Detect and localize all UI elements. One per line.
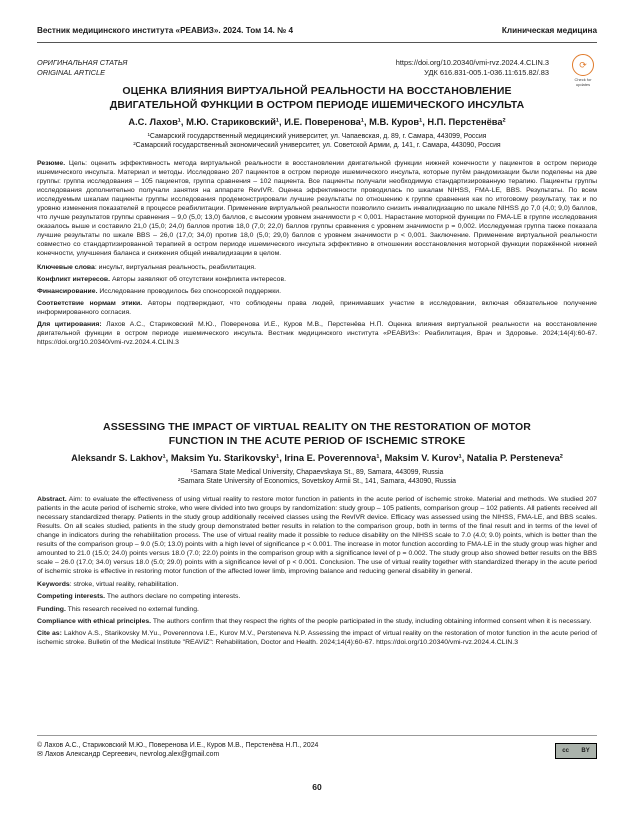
header-divider (37, 42, 597, 43)
funding-label-ru: Финансирование. (37, 287, 98, 295)
authors-en: Aleksandr S. Lakhov¹, Maksim Yu. Starikovsky¹, Irina E. Poverennova¹, Maksim V. Kurov¹, Natalia P. Persteneva² (71, 453, 563, 463)
funding-ru (37, 287, 597, 296)
funding-en (37, 605, 597, 614)
conflict-ru (37, 275, 597, 284)
ethics-text-ru: Авторы подтверждают, что соблюдены права людей, принимавших участие в исследовании, включая обязательное получение информированного согласия. (37, 299, 597, 316)
by-label: BY (581, 747, 590, 754)
cite-label-en: Cite as: (37, 629, 62, 637)
abstract-label-ru: Резюме. (37, 160, 66, 167)
en-section (37, 420, 597, 647)
copyright-line: © Лахов А.С., Стариковский М.Ю., Поверенова И.Е., Куров М.В., Перстенёва Н.П., 2024 (37, 742, 319, 749)
authors-ru: А.С. Лахов¹, М.Ю. Стариковский¹, И.Е. Поверенова¹, М.В. Куров¹, Н.П. Перстенёва² (128, 117, 506, 127)
cite-label-ru: Для цитирования: (37, 320, 102, 328)
ethics-text-en: The authors confirm that they respect the rights of the people participated in the study, including obtaining informed consent when it is necessary. (151, 617, 592, 625)
article-type-ru: ОРИГИНАЛЬНАЯ СТАТЬЯ (37, 58, 128, 67)
ethics-label-ru: Соответствие нормам этики. (37, 299, 143, 307)
check-updates-icon: ⟳ (572, 54, 594, 76)
doi-link[interactable]: https://doi.org/10.20340/vmi-rvz.2024.4.CLIN.3 (395, 58, 549, 67)
page-number: 60 (312, 782, 322, 792)
affiliation-2-ru: ²Самарский государственный экономический университет, ул. Советской Армии, д. 141, г. Самара, 443090, Россия (133, 142, 501, 149)
keywords-label-ru: Ключевые слова (37, 263, 95, 271)
abstract-label-en: Abstract. (37, 496, 67, 503)
cite-text-ru: Лахов А.С., Стариковский М.Ю., Поверенова И.Е., Куров М.В., Перстенёва Н.П. Оценка влияния виртуальной реальности на восстановление двигательной функции в остром периоде ишемического инсульта. Вестник медицинского института «РЕАВИЗ»: Реабилитация, Врач и Здоровье. 2024;14(4):60-67. https://doi.org/10.20340/vmi-rvz.2024.4.CLIN.3 (37, 320, 597, 346)
section-name: Клиническая медицина (501, 26, 597, 35)
badge-text-1: Check for (574, 77, 592, 82)
affiliation-1-en: ¹Samara State Medical University, Chapaevskaya St., 89, Samara, 443099, Russia (190, 469, 444, 476)
cite-ru (37, 320, 597, 347)
ethics-label-en: Compliance with ethical principles. (37, 617, 152, 625)
title-ru: ОЦЕНКА ВЛИЯНИЯ ВИРТУАЛЬНОЙ РЕАЛЬНОСТИ НА ВОССТАНОВЛЕНИЕ ДВИГАТЕЛЬНОЙ ФУНКЦИИ В ОСТРОМ ПЕРИОДЕ ИШЕМИЧЕСКОГО ИНСУЛЬТА (109, 85, 525, 111)
keywords-en (37, 580, 597, 589)
running-header (37, 26, 597, 35)
keywords-text-ru: : инсульт, виртуальная реальность, реабилитация. (94, 263, 257, 271)
conflict-label-en: Competing interests. (37, 593, 106, 601)
abstract-text-ru: Цель: оценить эффективность метода виртуальной реальности в восстановлении двигательной функции нижней конечности у пациентов в остром периоде ишемического инсульта. Материал и методы. Исследовано 207 пациентов в остром периоде ишемического инсульта, которые путём рандомизации были поделены на две группы: группа исследования – 105 пациентов, группа сравнения – 102 пациента. Все пациенты получали необходимую стандартизированную терапию. Пациенты группы исследования дополнительно получали занятия на аппарате RevIVR. Оценка эффективности проводилась по шкалам NIHSS, FMA-LE, BBS. Результаты. По всем исследуемым шкалам пациенты группы исследования продемонстрировали лучшие результаты по отношению к группе сравнения как по итоговому результату, так и по уровню изменения показателей в процессе реабилитации. Применение виртуальной реальности позволило снизить инвалидизацию по шкале NIHSS до 7,0 (4,0; 9,0) баллов, что лучше результатов группы сравнения – 9,0 (5,0; 13,0) баллов, с высоким уровнем значимости p < 0,001. Нарастание моторной функции по FMA-LE в группе исследования оказалось выше и составило 21,0 (15,0; 24,0) баллов против 18,0 (7,0; 22,0) баллов группы сравнения с уровнем значимости p = 0,002. Исследуемая группа также показала лучшие результаты по шкале BBS – 26,0 (17,0; 34,0) против 18,0 (5,0; 29,0) баллов с уровнем значимости p < 0,001. Заключение. Применение виртуальной реальности совместно со стандартизированной терапией в остром периоде ишемического инсульта эффективно в отношении восстановления моторной функции поражённой нижней конечности, улучшения баланса и снижения общей инвалидизации в целом. (37, 160, 597, 258)
ethics-ru (37, 299, 597, 317)
journal-name: Вестник медицинского института «РЕАВИЗ». 2024. Том 14. № 4 (37, 26, 294, 35)
funding-text-ru: Исследование проводилось без спонсорской поддержки. (97, 287, 282, 295)
affiliation-1-ru: ¹Самарский государственный медицинский университет, ул. Чапаевская, д. 89, г. Самара, 443099, Россия (147, 133, 487, 140)
badge-text-2: updates (575, 82, 591, 87)
footer-divider (37, 735, 597, 736)
page-footer (37, 741, 597, 759)
abstract-ru (37, 159, 597, 259)
article-type-en: ORIGINAL ARTICLE (37, 68, 106, 77)
conflict-text-ru: Авторы заявляют об отсутствии конфликта интересов. (110, 275, 287, 283)
title-en: ASSESSING THE IMPACT OF VIRTUAL REALITY ON THE RESTORATION OF MOTOR FUNCTION IN THE ACUTE PERIOD OF ISCHEMIC STROKE (103, 421, 531, 447)
conflict-en (37, 592, 597, 601)
cite-text-en: Lakhov A.S., Starikovsky M.Yu., Poverennova I.E., Kurov M.V., Persteneva N.P. Assessing the impact of virtual reality on the restoration of motor function in the acute period of ischemic stroke. Bulletin of the Medical Institute "REAVIZ": Rehabilitation, Doctor and Health. 2024;14(4):60-67. https://doi.org/10.20340/vmi-rvz.2024.4.CLIN.3 (37, 629, 597, 646)
ethics-en (37, 617, 597, 626)
keywords-text-en: : stroke, virtual reality, rehabilitation. (69, 581, 179, 589)
funding-label-en: Funding. (37, 605, 66, 613)
abstract-text-en: Aim: to evaluate the effectiveness of using virtual reality to restore motor function in patients in the acute period of ischemic stroke. Material and methods. We studied 207 patients in the acute period of ischemic stroke, who were divided into two groups by randomization: study group – 105 patients, comparison group – 102 patients. All patients received all necessary standardized therapy. Patients in the study group additionally received classes using the RevIVR device. Efficacy was assessed using the NIHSS, FMA-LE, and BBS scales. Results. On all scales studied, patients in the study group demonstrated better results in relation to the comparison group, both in terms of the final result and in terms of the level of change in indicators during the rehabilitation process. The use of virtual reality made it possible to reduce disability on the NIHSS scale to 7.0 (4.0; 9.0) points, which is better than the results of the comparison group – 9.0 (5.0; 13.0) points with a high level of significance p < 0.001. The increase in motor function according to FMA-LE in the study group was higher and amounted to 21.0 (15.0; 24.0) points versus 18.0 (7.0; 22.0) points in the comparison group with a significance level of p = 0.002. The study group also showed better results on the BBS scale – 26.0 (17.0; 34.0) versus 18.0 (5.0; 29.0) points with a significance level of p < 0.001. Conclusion. The use of virtual reality together with standardized therapy in the acute period of ischemic stroke is effective in restoring motor function of the affected lower limb, improving balance and reducing general disability in general. (37, 496, 597, 576)
cc-by-license-icon[interactable] (555, 743, 597, 759)
keywords-label-en: Keywords (37, 581, 70, 589)
ru-section (37, 84, 597, 347)
keywords-ru (37, 263, 597, 272)
cc-label: cc (562, 747, 569, 754)
abstract-en (37, 495, 597, 576)
contact-line[interactable]: ✉ Лахов Александр Сергеевич, nevrolog.alex@gmail.com (37, 751, 220, 758)
funding-text-en: This research received no external funding. (65, 605, 199, 613)
cite-en (37, 629, 597, 647)
udc-code: УДК 616.831-005.1-036.11:615.82/.83 (424, 68, 549, 77)
conflict-text-en: The authors declare no competing interests. (105, 593, 241, 601)
affiliation-2-en: ²Samara State University of Economics, Sovetskoy Armii St., 141, Samara, 443090, Russia (177, 478, 457, 485)
conflict-label-ru: Конфликт интересов. (37, 275, 111, 283)
